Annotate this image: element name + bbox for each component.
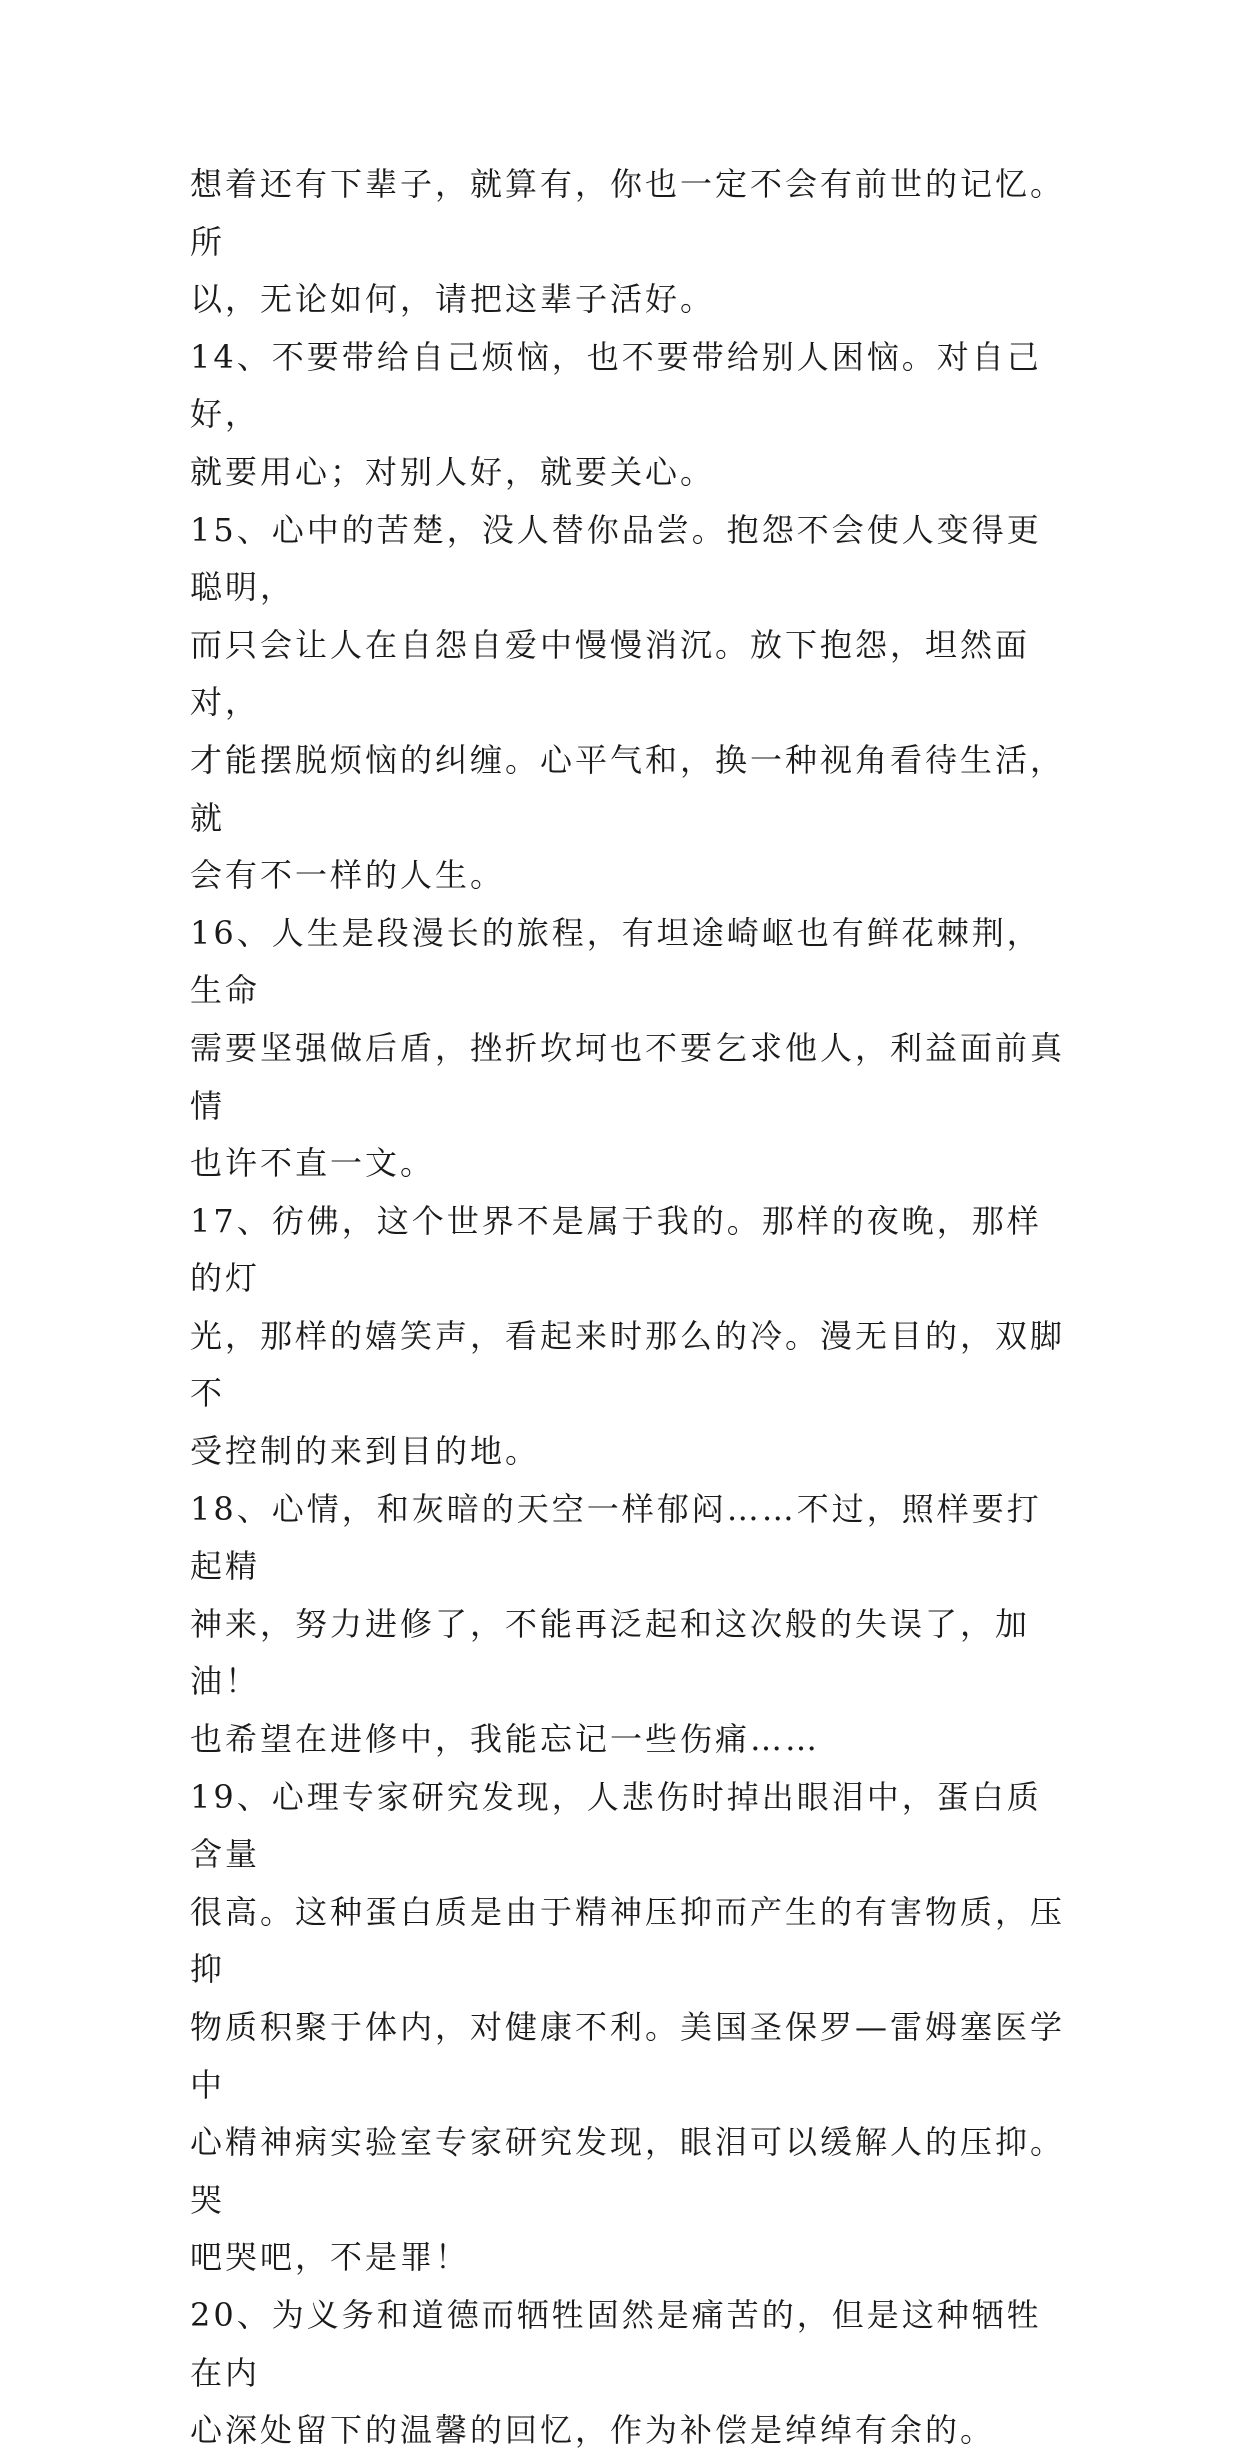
text-line: 20、为义务和道德而牺牲固然是痛苦的，但是这种牺牲在内 (190, 2295, 1042, 2392)
paragraph-20 (190, 2287, 1070, 2460)
paragraph-15 (190, 502, 1070, 905)
text-line: 就要用心；对别人好，就要关心。 (190, 452, 716, 491)
text-line: 需要坚强做后盾，挫折坎坷也不要乞求他人，利益面前真情 (190, 1028, 1066, 1125)
text-line: 吧哭吧，不是罪！ (190, 2238, 471, 2277)
text-line: 想着还有下辈子，就算有，你也一定不会有前世的记忆。所 (190, 165, 1066, 261)
text-line: 才能摆脱烦恼的纠缠。心平气和，换一种视角看待生活，就 (190, 740, 1066, 837)
text-line: 也希望在进修中，我能忘记一些伤痛…… (190, 1720, 821, 1759)
text-line: 心精神病实验室专家研究发现，眼泪可以缓解人的压抑。哭 (190, 2123, 1066, 2219)
paragraph-continuation (190, 156, 1070, 329)
text-line: 光，那样的嬉笑声，看起来时那么的冷。漫无目的，双脚不 (190, 1316, 1066, 1413)
text-line: 14、不要带给自己烦恼，也不要带给别人困恼。对自己好， (190, 337, 1042, 434)
paragraph-16 (190, 905, 1070, 1193)
text-line: 受控制的来到目的地。 (190, 1432, 541, 1471)
text-line: 物质积聚于体内，对健康不利。美国圣保罗—雷姆塞医学中 (190, 2008, 1066, 2104)
paragraph-17 (190, 1193, 1070, 1481)
paragraph-14 (190, 329, 1070, 502)
text-line: 15、心中的苦楚，没人替你品尝。抱怨不会使人变得更聪明， (190, 510, 1042, 607)
text-line: 17、彷佛，这个世界不是属于我的。那样的夜晚，那样的灯 (190, 1201, 1042, 1298)
paragraph-19 (190, 1769, 1070, 2287)
text-line: 也许不直一文。 (190, 1144, 436, 1183)
text-line: 以，无论如何，请把这辈子活好。 (190, 280, 716, 319)
text-line: 16、人生是段漫长的旅程，有坦途崎岖也有鲜花棘荆，生命 (190, 913, 1042, 1010)
text-line: 19、心理专家研究发现，人悲伤时掉出眼泪中，蛋白质含量 (190, 1777, 1042, 1874)
text-line: 会有不一样的人生。 (190, 856, 506, 895)
text-line: 神来，努力进修了，不能再泛起和这次般的失误了，加油！ (190, 1604, 1031, 1701)
text-line: 而只会让人在自怨自爱中慢慢消沉。放下抱怨，坦然面对， (190, 625, 1031, 722)
text-line: 心深处留下的温馨的回忆，作为补偿是绰绰有余的。 (190, 2411, 996, 2450)
document-body (190, 156, 1070, 2460)
paragraph-18 (190, 1481, 1070, 1769)
text-line: 18、心情，和灰暗的天空一样郁闷……不过，照样要打起精 (190, 1489, 1042, 1586)
text-line: 很高。这种蛋白质是由于精神压抑而产生的有害物质，压抑 (190, 1892, 1066, 1989)
